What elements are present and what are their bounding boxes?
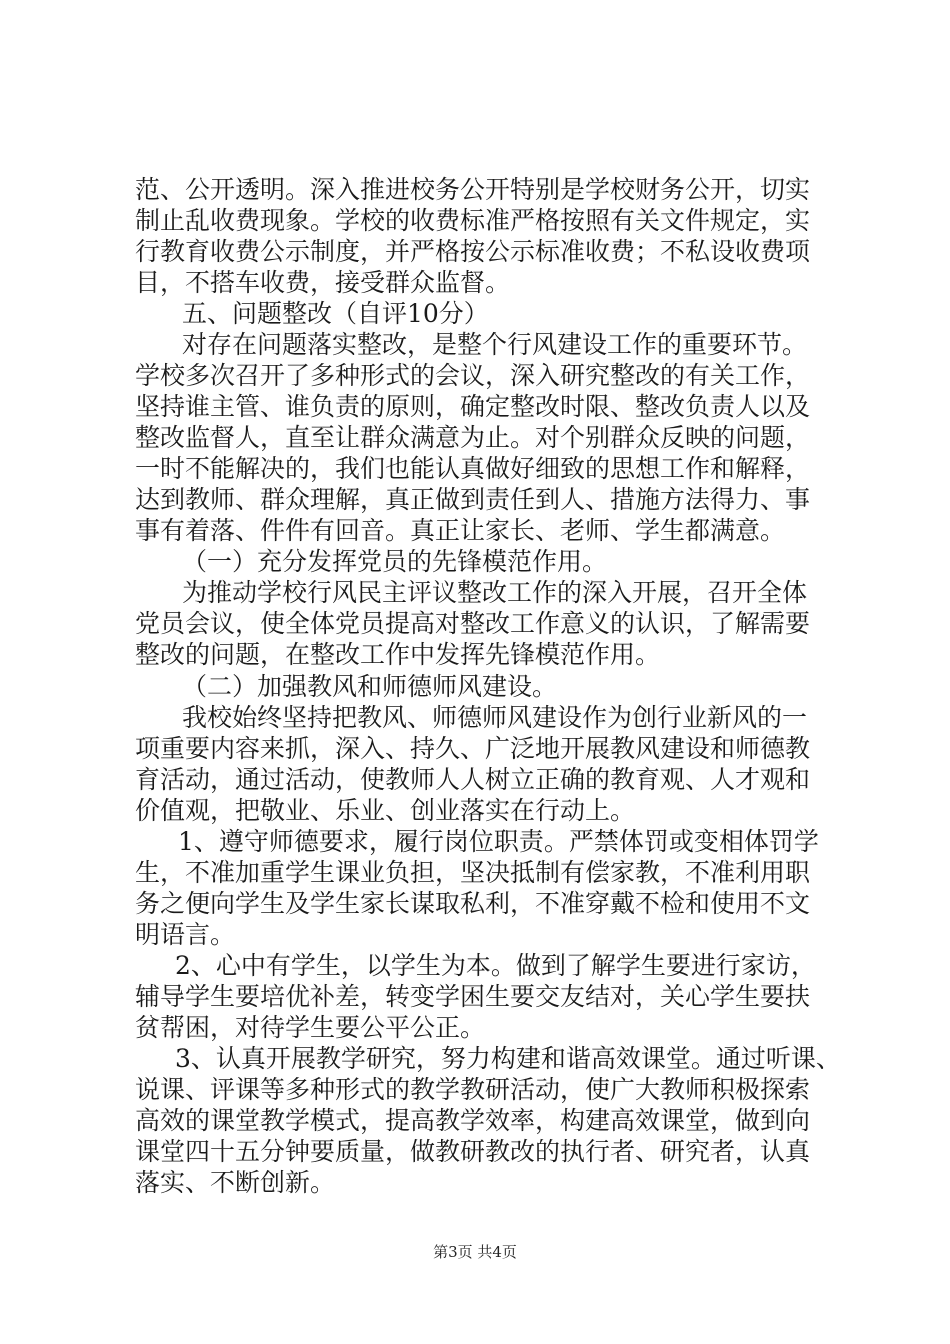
page-footer: 第3页 共4页 (433, 1243, 517, 1261)
text-line: 目，不搭车收费，接受群众监督。 (135, 268, 511, 297)
text-line: 育活动，通过活动，使教师人人树立正确的教育观、人才观和 (135, 765, 811, 794)
text-line: 务之便向学生及学生家长谋取私利，不准穿戴不检和使用不文 (135, 889, 811, 918)
text-line: 生，不准加重学生课业负担，坚决抵制有偿家教，不准利用职 (135, 858, 811, 887)
text-line: 课堂四十五分钟要质量，做教研教改的执行者、研究者，认真 (135, 1137, 811, 1166)
text-line: 3、认真开展教学研究，努力构建和谐高效课堂。通过听课、 (175, 1044, 841, 1073)
text-line: 价值观，把敬业、乐业、创业落实在行动上。 (135, 796, 636, 825)
text-line: 整改的问题，在整改工作中发挥先锋模范作用。 (135, 640, 661, 669)
text-line: 明语言。 (135, 920, 236, 949)
text-line: 对存在问题落实整改，是整个行风建设工作的重要环节。 (182, 330, 808, 359)
text-line: 党员会议，使全体党员提高对整改工作意义的认识，了解需要 (135, 609, 811, 638)
subsection-heading: （一）充分发挥党员的先锋模范作用。 (182, 547, 608, 576)
text-line: 2、心中有学生，以学生为本。做到了解学生要进行家访， (175, 951, 816, 980)
text-line: 高效的课堂教学模式，提高教学效率，构建高效课堂，做到向 (135, 1106, 811, 1135)
subsection-heading: （二）加强教风和师德师风建设。 (182, 672, 558, 701)
text-line: 贫帮困，对待学生要公平公正。 (135, 1013, 486, 1042)
text-line: 一时不能解决的，我们也能认真做好细致的思想工作和解释， (135, 454, 811, 483)
text-line: 制止乱收费现象。学校的收费标准严格按照有关文件规定，实 (135, 206, 811, 235)
text-line: 1、遵守师德要求，履行岗位职责。严禁体罚或变相体罚学 (178, 827, 819, 856)
text-line: 说课、评课等多种形式的教学教研活动，使广大教师积极探索 (135, 1075, 811, 1104)
text-line: 范、公开透明。深入推进校务公开特别是学校财务公开，切实 (135, 175, 811, 204)
text-line: 整改监督人，直至让群众满意为止。对个别群众反映的问题， (135, 423, 811, 452)
text-line: 事有着落、件件有回音。真正让家长、老师、学生都满意。 (135, 516, 786, 545)
text-line: 达到教师、群众理解，真正做到责任到人、措施方法得力、事 (135, 485, 811, 514)
text-line: 落实、不断创新。 (135, 1168, 336, 1197)
text-line: 为推动学校行风民主评议整改工作的深入开展，召开全体 (182, 578, 808, 607)
text-line: 我校始终坚持把教风、师德师风建设作为创行业新风的一 (182, 703, 808, 732)
text-line: 坚持谁主管、谁负责的原则，确定整改时限、整改负责人以及 (135, 392, 811, 421)
text-line: 辅导学生要培优补差，转变学困生要交友结对，关心学生要扶 (135, 982, 811, 1011)
text-line: 行教育收费公示制度，并严格按公示标准收费；不私设收费项 (135, 237, 811, 266)
section-heading: 五、问题整改（自评10分） (182, 299, 489, 328)
text-line: 学校多次召开了多种形式的会议，深入研究整改的有关工作， (135, 361, 811, 390)
text-line: 项重要内容来抓，深入、持久、广泛地开展教风建设和师德教 (135, 734, 811, 763)
